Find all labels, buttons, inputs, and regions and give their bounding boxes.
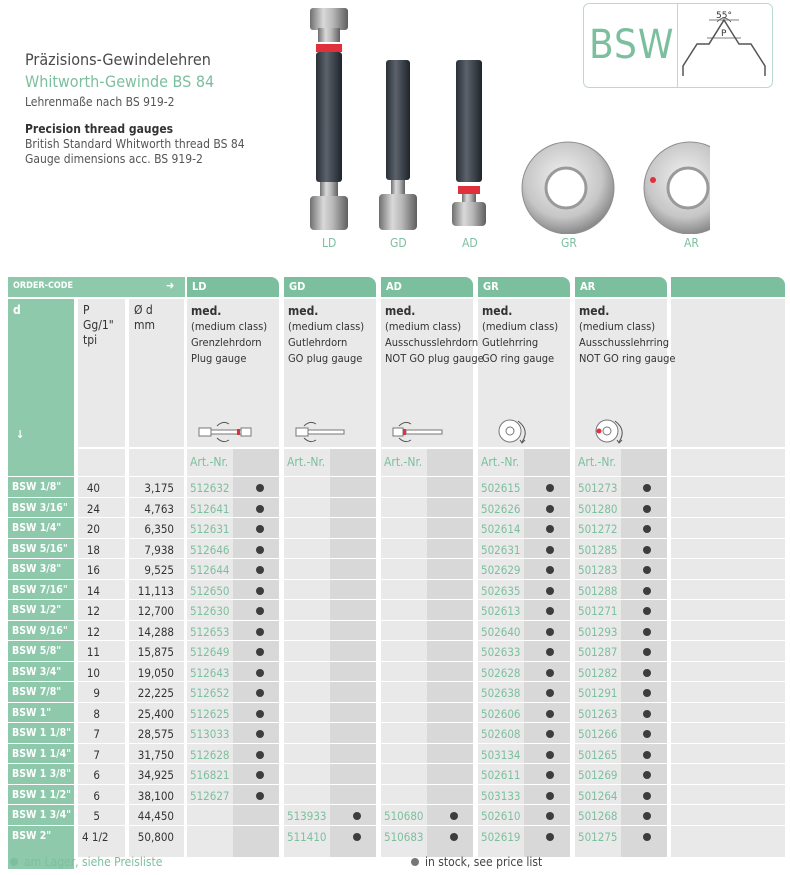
product-images [290,4,710,234]
art-nr-gr: 502614 [481,522,521,536]
stock-dot-icon [546,710,554,718]
row-od: 7,938 [144,542,174,557]
norm-en: Gauge dimensions acc. BS 919-2 [25,152,203,166]
art-nr-gr: 502629 [481,563,521,577]
row-tpi: 16 [86,563,100,577]
go-ring-gauge-icon [496,416,536,446]
stock-dot-icon [256,505,264,513]
art-nr-gr: 502608 [481,727,521,741]
desc-ld: med. (medium class) Grenzlehrdorn Plug gauge [191,304,268,365]
art-nr-ld: 512630 [190,604,230,618]
logo-text: BSW [589,22,675,68]
art-nr-ar: 501269 [578,768,618,782]
row-tpi: 4 1/2 [82,829,109,844]
art-nr-ld: 512632 [190,481,230,495]
not-go-plug-gauge-icon [387,420,457,444]
row-od: 44,450 [137,809,174,823]
row-od: 38,100 [137,788,174,803]
row-d: BSW 1 1/8" [12,727,72,739]
order-code-label: ORDER-CODE [13,281,74,291]
art-nr-gr: 502613 [481,604,521,618]
art-nr-gr: 502635 [481,583,521,598]
art-nr-ld: 512650 [190,583,230,598]
art-nr-ld: 512627 [190,788,230,803]
stock-dot-icon [256,587,264,595]
stock-dot-icon [643,689,651,697]
art-nr-ld: 512628 [190,747,230,762]
row-od: 50,800 [137,829,174,844]
stock-dot-icon [546,812,554,820]
row-od: 4,763 [144,501,174,516]
caption-ad: AD [462,236,478,250]
row-d: BSW 5/8" [12,645,62,657]
art-nr-ar: 501266 [578,727,618,741]
header-gr: GR [478,277,570,297]
art-nr-ar: 501285 [578,542,618,557]
caption-ld: LD [322,236,337,250]
stock-dot-icon [643,628,651,636]
gray-dot-icon [411,858,419,866]
caption-ar: AR [684,236,699,250]
stock-dot-icon [546,628,554,636]
row-od: 19,050 [137,665,174,680]
stock-dot-icon [546,751,554,759]
col-od-label: Ø d mm [134,303,156,332]
art-nr-ld: 516821 [190,768,230,782]
art-nr-ad: 510680 [384,809,424,823]
stock-dot-icon [643,710,651,718]
art-label-ld: Art.-Nr. [190,455,229,469]
stock-dot-icon [450,812,458,820]
art-nr-ar: 501280 [578,501,618,516]
green-dot-icon [10,858,18,866]
stock-dot-icon [546,607,554,615]
stock-dot-icon [643,546,651,554]
title-de: Präzisions-Gewindelehren [25,50,211,69]
row-tpi: 18 [86,542,100,557]
row-tpi: 5 [93,809,100,823]
art-nr-gr: 502631 [481,542,521,557]
art-label-gd: Art.-Nr. [287,455,326,469]
art-nr-gr: 503134 [481,747,521,762]
art-nr-ld: 512644 [190,563,230,577]
ld-plug-gauge-image [310,8,348,230]
art-nr-gr: 502611 [481,768,521,782]
art-nr-ar: 501264 [578,788,618,803]
ar-ring-gauge-image [644,142,710,234]
stock-de: am Lager, siehe Preisliste [24,855,163,869]
row-d: BSW 5/16" [12,542,68,555]
desc-gd: med. (medium class) Gutlehrdorn GO plug gauge [288,304,365,365]
row-od: 9,525 [144,563,174,577]
art-nr-ar: 501272 [578,522,618,536]
stock-dot-icon [643,566,651,574]
stock-dot-icon [546,525,554,533]
art-nr-gr: 502628 [481,665,521,680]
row-tpi: 24 [86,501,100,516]
art-label-ad: Art.-Nr. [384,455,423,469]
row-tpi: 6 [93,768,100,782]
stock-dot-icon [643,525,651,533]
stock-dot-icon [643,484,651,492]
row-d: BSW 1/4" [12,522,62,534]
arrow-right-icon: ➜ [166,279,175,292]
row-d: BSW 3/4" [12,665,62,678]
stock-dot-icon [643,730,651,738]
norm-de: Lehrenmaße nach BS 919-2 [25,95,175,109]
art-nr-ld: 512625 [190,706,230,721]
title-en: Precision thread gauges [25,122,174,136]
art-nr-ar: 501271 [578,604,618,618]
art-nr-gr: 502638 [481,686,521,700]
row-od: 22,225 [137,686,174,700]
stock-dot-icon [643,669,651,677]
art-nr-gr: 503133 [481,788,521,803]
col-d-label: d [13,303,21,317]
stock-dot-icon [256,566,264,574]
stock-dot-icon [256,628,264,636]
art-nr-ar: 501275 [578,829,618,844]
stock-dot-icon [256,648,264,656]
art-nr-ar: 501291 [578,686,618,700]
art-nr-ld: 512643 [190,665,230,680]
svg-text:P: P [721,29,727,39]
art-nr-ar: 501268 [578,809,618,823]
col-p-label: P Gg/1" tpi [83,303,114,347]
plug-gauge-icon [193,420,263,444]
header-ad: AD [381,277,473,297]
row-od: 12,700 [137,604,174,618]
header-ar: AR [575,277,667,297]
row-tpi: 9 [93,686,100,700]
stock-en: in stock, see price list [425,855,543,869]
gr-ring-gauge-image [522,142,614,234]
art-nr-gr: 502626 [481,501,521,516]
stock-dot-icon [353,812,361,820]
row-d: BSW 2" [12,829,52,842]
stock-dot-icon [643,505,651,513]
stock-dot-icon [546,505,554,513]
art-nr-ar: 501288 [578,583,618,598]
desc-ar: med. (medium class) Ausschusslehrring NOT GO ring gauge [579,304,676,365]
row-d: BSW 1" [12,706,52,719]
stock-dot-icon [546,484,554,492]
stock-dot-icon [450,833,458,841]
row-tpi: 10 [86,665,100,680]
row-tpi: 6 [93,788,100,803]
stock-dot-icon [256,689,264,697]
row-od: 3,175 [144,481,174,495]
stock-dot-icon [643,812,651,820]
subtitle-en: British Standard Whitworth thread BS 84 [25,137,245,151]
ad-plug-gauge-image [452,60,486,226]
stock-dot-icon [643,648,651,656]
stock-dot-icon [256,710,264,718]
row-tpi: 20 [86,522,100,536]
stock-dot-icon [643,833,651,841]
row-d: BSW 1 1/2" [12,788,72,801]
row-tpi: 8 [93,706,100,721]
row-od: 6,350 [144,522,174,536]
art-nr-ld: 512641 [190,501,230,516]
art-nr-ar: 501283 [578,563,618,577]
row-tpi: 14 [86,583,100,598]
stock-dot-icon [546,669,554,677]
art-nr-ld: 512649 [190,645,230,659]
stock-dot-icon [546,833,554,841]
art-nr-gr: 502615 [481,481,521,495]
caption-gd: GD [390,236,407,250]
art-label-gr: Art.-Nr. [481,455,520,469]
row-d: BSW 1/2" [12,604,62,616]
art-nr-gd: 511410 [287,829,327,844]
svg-text:55°: 55° [716,11,732,21]
row-d: BSW 3/8" [12,563,62,575]
stock-dot-icon [643,587,651,595]
row-d: BSW 1/8" [12,481,62,493]
art-nr-gr: 502606 [481,706,521,721]
arrow-down-icon: ↓ [16,428,25,441]
row-od: 28,575 [137,727,174,741]
row-od: 15,875 [137,645,174,659]
art-nr-ar: 501293 [578,624,618,639]
stock-dot-icon [256,792,264,800]
row-od: 34,925 [137,768,174,782]
stock-dot-icon [546,689,554,697]
art-nr-gr: 502619 [481,829,521,844]
art-nr-ar: 501282 [578,665,618,680]
art-nr-ad: 510683 [384,829,424,844]
row-d: BSW 9/16" [12,624,68,637]
art-nr-ar: 501265 [578,747,618,762]
art-nr-ar: 501263 [578,706,618,721]
art-nr-gr: 502610 [481,809,521,823]
art-label-ar: Art.-Nr. [578,455,617,469]
header-gd: GD [284,277,376,297]
art-nr-ld: 512646 [190,542,230,557]
stock-dot-icon [256,546,264,554]
stock-dot-icon [546,546,554,554]
gd-plug-gauge-image [379,60,417,230]
stock-dot-icon [643,751,651,759]
stock-dot-icon [546,587,554,595]
row-d: BSW 7/8" [12,686,62,698]
row-d: BSW 3/16" [12,501,68,514]
stock-dot-icon [546,771,554,779]
header-empty [671,277,785,297]
stock-dot-icon [643,607,651,615]
stock-dot-icon [353,833,361,841]
art-nr-gd: 513933 [287,809,327,823]
stock-dot-icon [256,751,264,759]
stock-dot-icon [546,648,554,656]
stock-dot-icon [546,566,554,574]
stock-dot-icon [643,771,651,779]
row-od: 14,288 [137,624,174,639]
stock-dot-icon [643,792,651,800]
art-nr-ld: 512631 [190,522,230,536]
row-tpi: 7 [93,727,100,741]
not-go-ring-gauge-icon [593,416,633,446]
art-nr-ar: 501273 [578,481,618,495]
row-od: 11,113 [137,583,174,598]
caption-gr: GR [561,236,577,250]
art-nr-ld: 512652 [190,686,230,700]
desc-gr: med. (medium class) Gutlehrring GO ring gauge [482,304,559,365]
header-ld: LD [187,277,279,297]
stock-dot-icon [256,484,264,492]
stock-dot-icon [256,730,264,738]
row-d: BSW 1 3/4" [12,809,72,821]
art-nr-ar: 501287 [578,645,618,659]
row-tpi: 12 [86,624,100,639]
art-nr-ld: 513033 [190,727,230,741]
stock-dot-icon [546,730,554,738]
row-tpi: 7 [93,747,100,762]
stock-dot-icon [256,525,264,533]
row-od: 25,400 [137,706,174,721]
art-nr-gr: 502640 [481,624,521,639]
row-od: 31,750 [137,747,174,762]
desc-ad: med. (medium class) Ausschusslehrdorn NOT GO plug gauge [385,304,484,365]
stock-dot-icon [546,792,554,800]
row-tpi: 12 [86,604,100,618]
stock-dot-icon [256,669,264,677]
row-tpi: 11 [86,645,100,659]
subtitle-de: Whitworth-Gewinde BS 84 [25,72,215,91]
stock-dot-icon [256,771,264,779]
art-nr-gr: 502633 [481,645,521,659]
art-nr-ld: 512653 [190,624,230,639]
row-d: BSW 7/16" [12,583,68,596]
stock-dot-icon [256,607,264,615]
row-d: BSW 1 1/4" [12,747,72,760]
row-d: BSW 1 3/8" [12,768,72,780]
go-plug-gauge-icon [290,420,360,444]
row-tpi: 40 [86,481,100,495]
